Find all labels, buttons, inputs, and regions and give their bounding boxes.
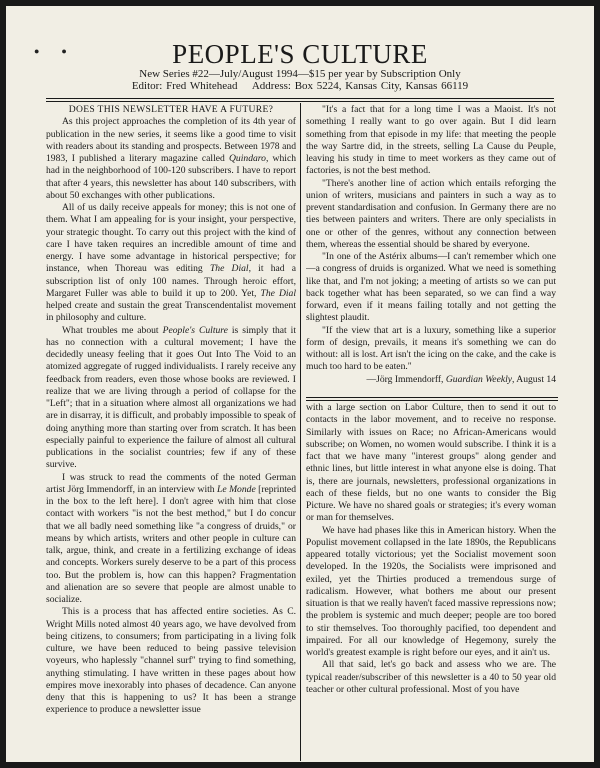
newsletter-name: People's Culture [162, 324, 228, 336]
punch-dots: ●● [34, 46, 89, 56]
left-column [46, 104, 296, 762]
le-monde-title: Le Monde [217, 483, 256, 495]
box-rule-thin [306, 400, 558, 401]
quote-paragraph-3: "In one of the Astérix albums—I can't remember which one—a congress of druids is organized. What we need is something like that, and I'm not joking; a meeting of artists so we can put back together what has been separated, so we can find a way forward, even if it means failing totally and not getting the slightest plaudit. [306, 251, 556, 324]
dial-title-1: The Dial [209, 263, 249, 275]
article-heading: DOES THIS NEWSLETTER HAVE A FUTURE? [68, 104, 274, 115]
editor-address-line: Editor: Fred Whitehead Address: Box 5224, Kansas City, Kansas 66119 [131, 80, 469, 92]
masthead [6, 40, 594, 92]
dial-title-2: The Dial [260, 287, 296, 299]
quote-attribution: —Jörg Immendorff, Guardian Weekly, August 14 [366, 373, 556, 385]
source-title: Guardian Weekly [445, 373, 513, 385]
article-paragraph-4: I was struck to read the comments of the noted German artist Jörg Immendorff, in an interview with Le Monde [reprinted in the box to the left here]. I don't agree with him that close contact with workers "is not the best method," but I do concur that we all badly need something like "a congress of druids," or means by which artists, writers and other people in culture can talk, argue, think, and create in a fertilizing exchange of ideas and concepts. Workers surely deserve to be a part of this process too. But the problem is, how can this happen? Fragmentation and alienation are so severe that people are almost unable to socialize. [46, 471, 296, 605]
magazine-title: Quindaro [229, 153, 266, 164]
article-paragraph-8: All that said, let's go back and assess who we are. The typical reader/subscriber of this newsletter is a 40 to 50 year old teacher or other cultural professional. Most of you have [306, 659, 556, 695]
article-paragraph-7: We have had phases like this in American history. When the Populist movement collapsed in the late 1890s, the Republicans appeared totally victorious; yet the Socialist movement soon developed. In the 1920s, the Socialists were imprisoned and exiled, yet the Thirties produced a tremendous surge of radicalism. However, what bothers me about our present situation is that we really haven't faced massive repressions now; the problem is systemic and much deeper; people are too bored to stir themselves. Too thoroughly pacified, too dependent and impaired. For all our knowledge of Hegemony, surely the world's greatest example is right before our eyes, and it ain't us. [306, 524, 556, 658]
newsletter-title: PEOPLE'S CULTURE [172, 39, 428, 69]
newsletter-page [6, 6, 594, 762]
article-paragraph-5: This is a process that has affected entire societies. As C. Wright Mills noted almost 40 years ago, we have devolved from being citizens, to consumers; from participating in a living folk culture, we have been reduced to being passive television voyeurs, who haplessly "channel surf" trying to find something, anything stimulating. I have written in these pages about how empires move inexorably into phases of decadence. Can anyone deny that this is happening to us? It has been a strange experience to produce a newsletter issue [46, 606, 296, 716]
article-paragraph-1: As this project approaches the completion of its 4th year of publication in the new series, it seems like a good time to visit with readers about its standing and prospects. Between 1978 and 1983, I published a literary magazine called Quindaro, which had in the neighborhood of 100-120 subscribers. I have to report that after 4 years, this newsletter has about 140 subscribers, with about 50 exchanges with other publications. [46, 116, 296, 201]
quote-box [306, 104, 556, 396]
masthead-rule-thick [46, 98, 554, 99]
quote-paragraph-2: "There's another line of action which entails reforging the union of writers, musicians and painters in such a way as to prevent standardisation and confusion. In Germany there are no ties between painters and writers. There are only specialists in one or other of the genres, without any connection between them, whereas the essential should be shared by everyone. [306, 177, 556, 250]
quote-paragraph-4: "If the view that art is a luxury, something like a superior form of design, prevails, it means it's something we can do without: all is lost. Art isn't the icing on the cake, and the cake is much too hard to be eaten." [306, 324, 556, 373]
column-divider [300, 103, 301, 761]
right-column-continued [306, 402, 556, 762]
article-paragraph-6: with a large section on Labor Culture, then to send it out to contacts in the labor movement, and to receive no response. Similarly with issues on Race; no African-Americans would subscribe; on Women, no women would subscribe. I think it is a fact that we have many "interest groups" along gender and ethnic lines, but little interest in what anyone else is doing. That is, there are journals, newsletters, professional organizations in each of these fields, but no one wants to consider the Big Picture. We have no shared goals or strategies; it's every woman or man for themselves. [306, 402, 556, 524]
quote-paragraph-1: "It's a fact that for a long time I was a Maoist. It's not something I really want to go over again. But I did learn something from that episode in my life: that meeting the people the way Sartre did, in the streets, selling La Cause du Peuple, leaving his study in time to meet workers as they came out of factories, is not the best method. [306, 104, 556, 177]
article-paragraph-2: All of us daily receive appeals for money; this is not one of them. What I am appealing for is your insight, your perspective, your strategic thought. To carry out this project with the kind of care I have taken requires an incredible amount of time and energy. I have some advantage in historical perspective; for instance, when Thoreau was editing The Dial, it had a subscription list of only 100 names. Through heroic effort, Margaret Fuller was able to build it up to 200. Yet, The Dial helped create and sustain the great Transcendentalist movement in philosophy and culture. [46, 202, 296, 324]
box-rule-thick [306, 397, 558, 398]
masthead-rule-thin [46, 101, 554, 102]
issue-line: New Series #22—July/August 1994—$15 per year by Subscription Only [139, 68, 461, 80]
article-paragraph-3: What troubles me about People's Culture is simply that it has no connection with a cultural movement; I have the decidedly uneasy feeling that it goes Out Into The Void to an atomized aggregate of rugged individualists. I rarely receive any feedback from readers, even those whose books are reviewed. I realize that we are living through a period of collapse for the "Left"; that in a situation where almost all organizations we had are in disarray, it is difficult, and probably impossible to speak of doing anything more than starting over from scratch. It has been especially painful to experience the failure of almost all cultural publications in the socialist countries; few if any of these survive. [46, 324, 296, 471]
